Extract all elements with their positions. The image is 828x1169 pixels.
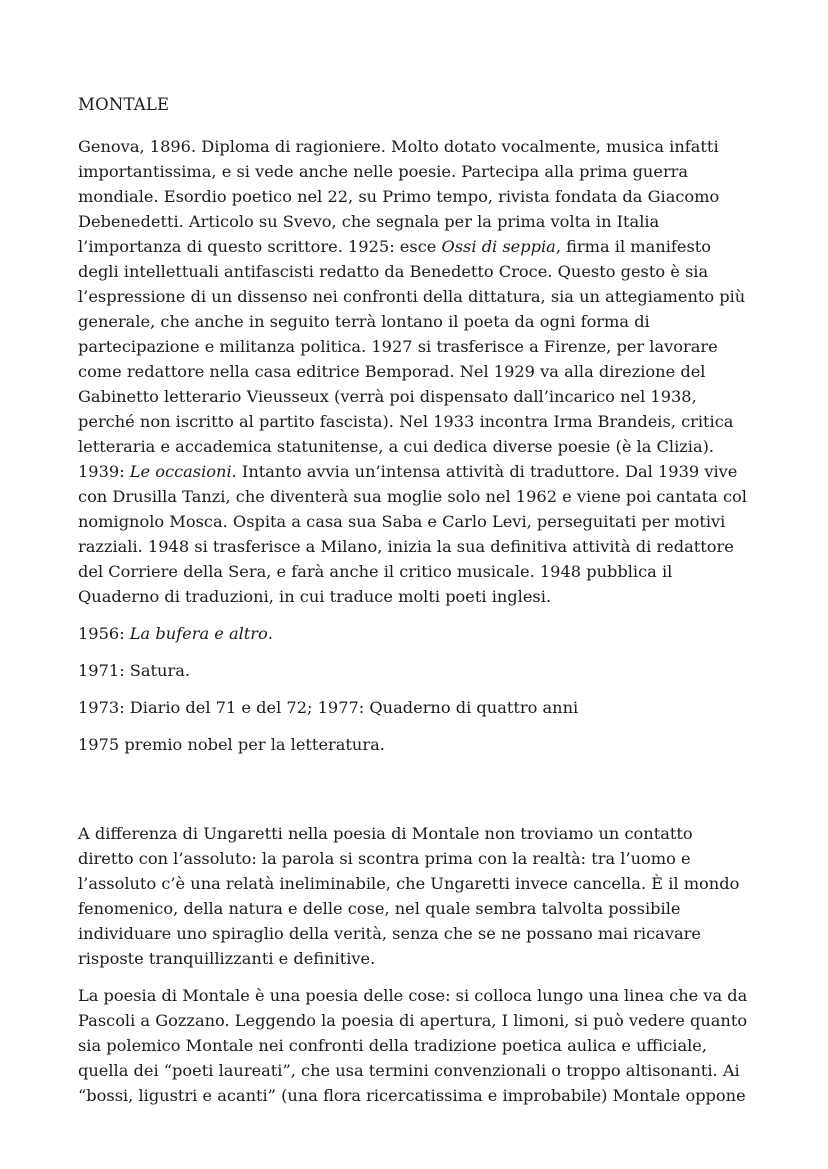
text-run: 1956: xyxy=(78,624,130,643)
paragraph xyxy=(78,134,750,609)
paragraph xyxy=(78,658,750,683)
text-run: , firma il manifesto degli intellettuali antifascisti redatto da Benedetto Croce. Questo gesto è sia l’espressione di un dissenso nei confronti della dittatura, sia un attegiamento più generale, che anche in seguito terrà lontano il poeta da ogni forma di partecipazione e militanza politica. 1927 si trasferisce a Firenze, per lavorare come redattore nella casa editrice Bemporad. Nel 1929 va alla direzione del Gabinetto letterario Vieusseux (verrà poi dispensato dall’incarico nel 1938, perché non iscritto al partito fascista). Nel 1933 incontra Irma Brandeis, critica letteraria e accademica statunitense, a cui dedica diverse poesie (è la Clizia). 1939: xyxy=(78,237,746,481)
text-run: Genova, 1896. Diploma di ragioniere. Molto dotato vocalmente, musica infatti importantissima, e si vede anche nelle poesie. Partecipa alla prima guerra mondiale. Esordio poetico nel 22, su Primo tempo, rivista fondata da Giacomo Debenedetti. Articolo su Svevo, che segnala per la prima volta in Italia l’importanza di questo scrittore. 1925: esce xyxy=(78,137,720,256)
text-run: 1971: Satura. xyxy=(78,661,191,680)
document-title: MONTALE xyxy=(78,95,170,114)
italic-text-run: La bufera e altro xyxy=(129,624,268,643)
text-run: 1975 premio nobel per la letteratura. xyxy=(78,735,385,754)
paragraph xyxy=(78,695,750,720)
paragraph xyxy=(78,621,750,646)
text-run: . Intanto avvia un’intensa attività di traduttore. Dal 1939 vive con Drusilla Tanzi, che diventerà sua moglie solo nel 1962 e viene poi cantata col nomignolo Mosca. Ospita a casa sua Saba e Carlo Levi, perseguitati per motivi razziali. 1948 si trasferisce a Milano, inizia la sua definitiva attività di redattore del Corriere della Sera, e farà anche il critico musicale. 1948 pubblica il Quaderno di traduzioni, in cui traduce molti poeti inglesi. xyxy=(78,462,747,606)
paragraph xyxy=(78,983,750,1108)
analysis-section xyxy=(78,821,750,1108)
italic-text-run: Le occasioni xyxy=(129,462,232,481)
italic-text-run: Ossi di seppia xyxy=(441,237,556,256)
text-run: La poesia di Montale è una poesia delle cose: si colloca lungo una linea che va da Pascoli a Gozzano. Leggendo la poesia di apertura, I limoni, si può vedere quanto sia polemico Montale nei confronti della tradizione poetica aulica e ufficiale, quella dei “poeti laureati”, che usa termini convenzionali o troppo altisonanti. Ai “bossi, ligustri e acanti” (una flora ricercatissima e improbabile) Montale oppone xyxy=(78,986,748,1105)
text-run: . xyxy=(267,624,273,643)
text-run: A differenza di Ungaretti nella poesia di Montale non troviamo un contatto diretto con l’assoluto: la parola si scontra prima con la realtà: tra l’uomo e l’assoluto c’è una relatà ineliminabile, che Ungaretti invece cancella. È il mondo fenomenico, della natura e delle cose, nel quale sembra talvolta possibile individuare uno spiraglio della verità, senza che se ne possano mai ricavare risposte tranquillizzanti e definitive. xyxy=(78,824,740,968)
bio-section xyxy=(78,134,750,757)
text-run: 1973: Diario del 71 e del 72; 1977: Quaderno di quattro anni xyxy=(78,698,579,717)
paragraph xyxy=(78,821,750,971)
paragraph xyxy=(78,732,750,757)
